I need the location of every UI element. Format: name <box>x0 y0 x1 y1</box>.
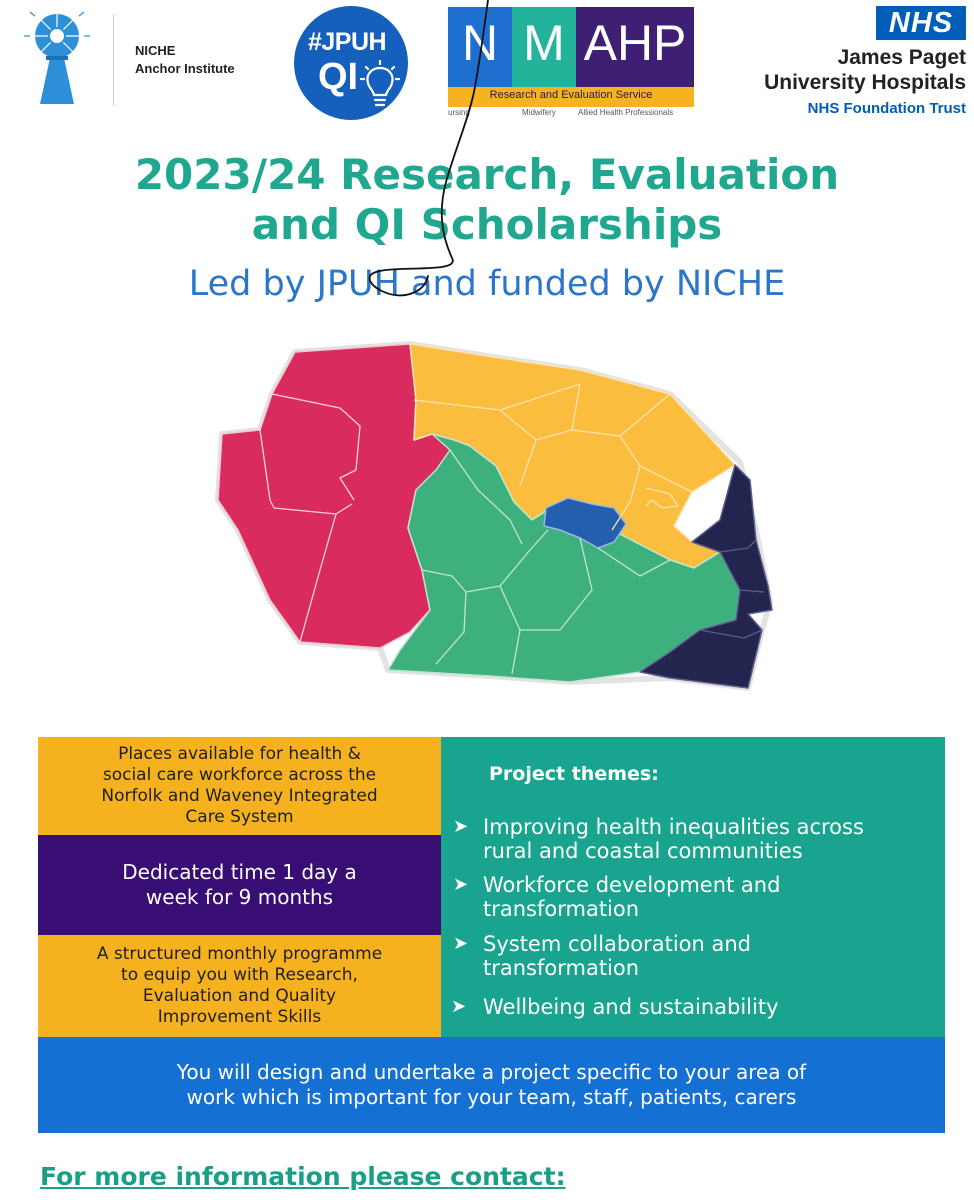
places-line: Norfolk and Waveney Integrated <box>101 786 378 806</box>
nmahp-ahp-block <box>576 7 694 87</box>
arrow-bullet-icon: ➤ <box>453 874 469 895</box>
arrow-bullet-icon: ➤ <box>453 933 469 954</box>
theme-line: Improving health inequalities across <box>483 815 864 839</box>
nmahp-service-label: Research and Evaluation Service <box>489 89 653 101</box>
places-line: Places available for health & <box>118 744 361 764</box>
nmahp-allied: Allied Health Professionals <box>578 108 674 117</box>
programme-line: to equip you with Research, <box>121 965 358 985</box>
project-themes-title: Project themes: <box>489 763 659 785</box>
theme-line: transformation <box>483 956 640 980</box>
nhs-trust-type: NHS Foundation Trust <box>807 100 966 117</box>
nhs-mark-text: NHS <box>888 7 954 39</box>
page-title-line1: 2023/24 Research, Evaluation <box>134 150 840 199</box>
places-line: Care System <box>185 807 294 827</box>
places-line: social care workforce across the <box>102 765 377 785</box>
nmahp-nursing: ursing <box>448 108 470 117</box>
niche-subname: Anchor Institute <box>135 61 235 76</box>
programme-line: A structured monthly programme <box>96 944 383 964</box>
time-text <box>108 860 370 910</box>
nmahp-service-bar <box>448 87 694 107</box>
niche-lighthouse-icon <box>22 8 92 108</box>
info-grid <box>38 737 945 1133</box>
nhs-trust-name-line2: University Hospitals <box>764 71 966 94</box>
niche-name: NICHE <box>135 43 176 58</box>
project-description-text <box>177 1060 806 1110</box>
theme-text <box>483 995 779 1019</box>
theme-line: Workforce development and <box>483 873 781 897</box>
places-text <box>87 744 391 828</box>
theme-line: transformation <box>483 897 640 921</box>
lightbulb-icon <box>360 60 400 112</box>
project-line: You will design and undertake a project specific to your area of <box>176 1060 807 1084</box>
theme-text <box>483 932 751 980</box>
project-line: work which is important for your team, staff, patients, carers <box>186 1085 797 1109</box>
page-subtitle: Led by JPUH and funded by NICHE <box>188 264 786 304</box>
theme-line: Wellbeing and sustainability <box>483 995 779 1019</box>
logo-divider <box>113 14 114 106</box>
jpuh-qi-logo <box>294 6 408 120</box>
contact-heading: For more information please contact: <box>40 1162 566 1191</box>
norfolk-waveney-map <box>200 330 790 700</box>
time-line: Dedicated time 1 day a <box>122 860 357 884</box>
logo-row <box>0 0 974 130</box>
project-description-cell <box>38 1037 945 1133</box>
programme-text <box>83 944 396 1028</box>
page-title <box>0 150 974 250</box>
places-available-cell <box>38 737 441 835</box>
theme-text <box>483 815 864 863</box>
nmahp-n-block <box>448 7 512 87</box>
theme-line: System collaboration and <box>483 932 752 956</box>
time-line: week for 9 months <box>145 885 334 909</box>
nmahp-m-block <box>512 7 576 87</box>
nmahp-professions <box>448 107 694 119</box>
jpuh-hashtag: #JPUH <box>308 28 387 56</box>
dedicated-time-cell <box>38 835 441 935</box>
nmahp-ahp-letters: AHP <box>583 15 687 71</box>
arrow-bullet-icon: ➤ <box>451 996 467 1017</box>
jpuh-qi-text: QI <box>318 56 359 98</box>
programme-line: Evaluation and Quality <box>142 986 337 1006</box>
arrow-bullet-icon: ➤ <box>453 816 469 837</box>
nmahp-logo <box>448 7 694 119</box>
nmahp-midwifery: Midwifery <box>522 108 556 117</box>
page-title-line2: and QI Scholarships <box>251 200 723 249</box>
nhs-logo-mark <box>876 6 966 40</box>
project-themes-panel <box>441 737 945 1037</box>
nmahp-m-letter: M <box>523 15 565 71</box>
theme-text <box>483 873 780 921</box>
niche-wordmark <box>135 42 235 78</box>
programme-line: Improvement Skills <box>157 1007 322 1027</box>
monthly-programme-cell <box>38 935 441 1037</box>
nmahp-n-letter: N <box>461 15 499 71</box>
theme-line: rural and coastal communities <box>483 839 803 863</box>
nhs-trust-name-line1: James Paget <box>837 46 966 69</box>
